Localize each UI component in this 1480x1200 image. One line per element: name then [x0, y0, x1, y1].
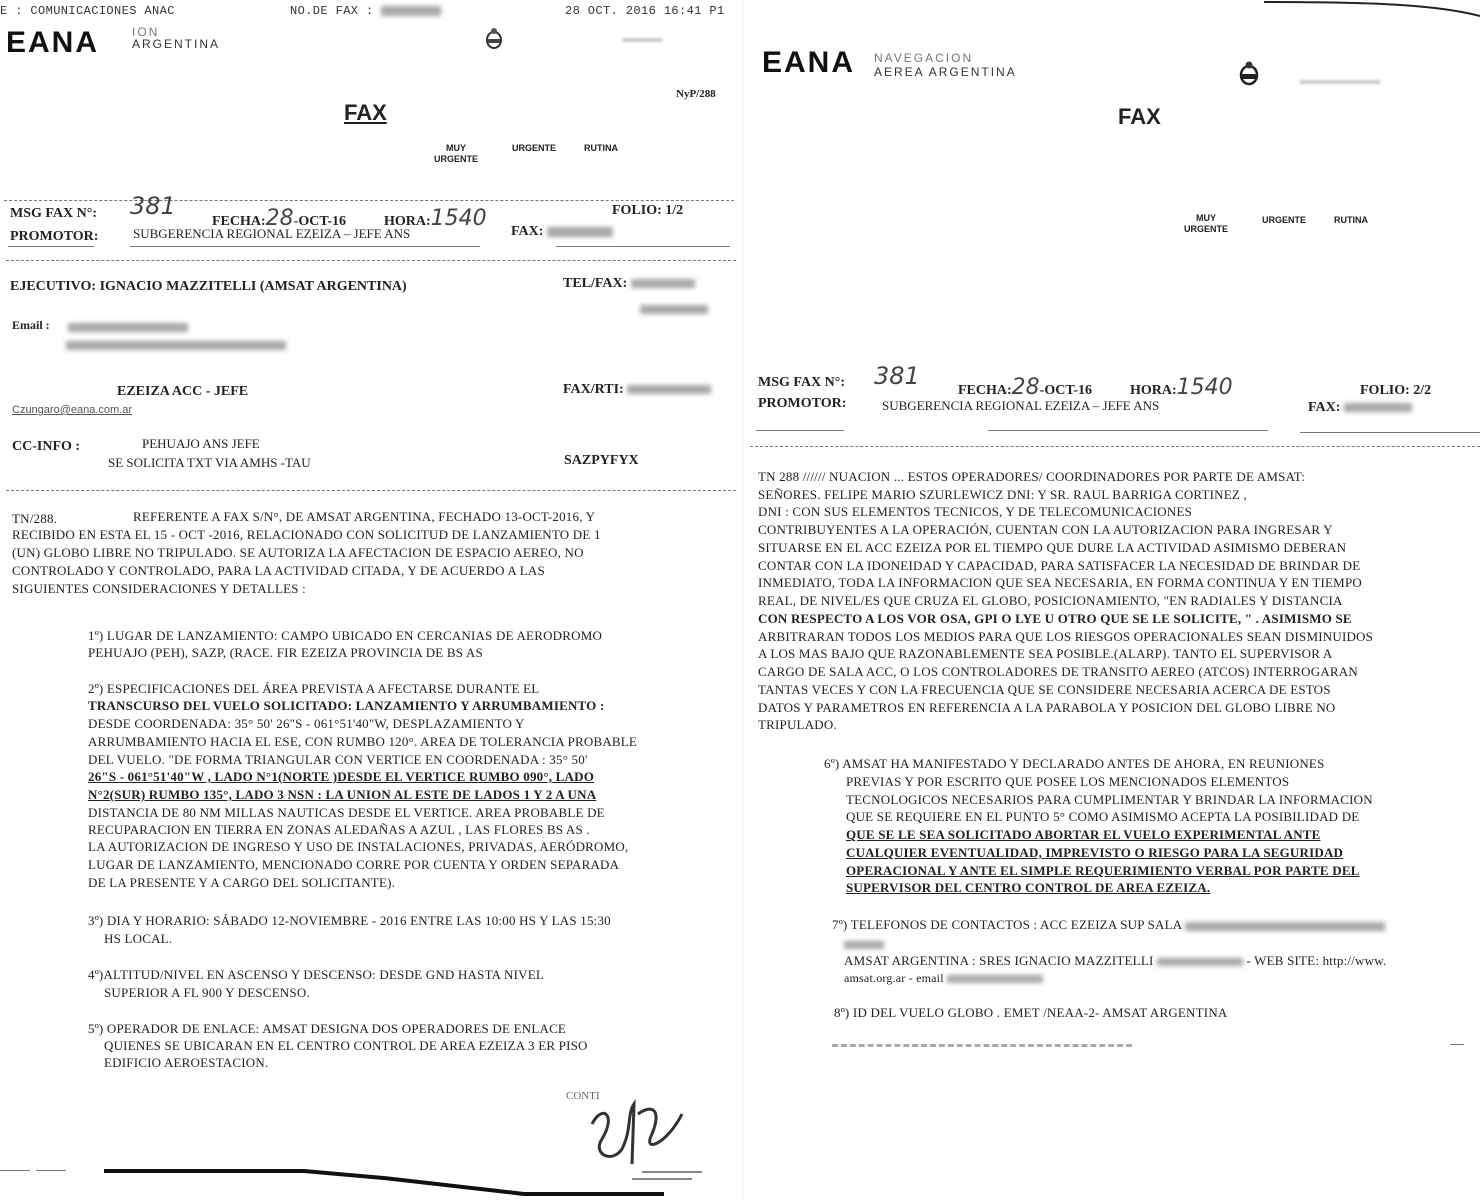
hora-field: HORA:1540: [384, 206, 487, 231]
promotor-value: SUBGERENCIA REGIONAL EZEIZA – JEFE ANS: [882, 398, 1160, 413]
continuation-line-2: SEÑORES. FELIPE MARIO SZURLEWICZ DNI: Y SR. RAUL BARRIGA CORTINEZ ,: [758, 487, 1247, 502]
continuation-line-13: TANTAS VECES Y CON LA FRECUENCIA QUE SE CONSIDERE NECESARIA ACERCA DE ESTOS: [758, 682, 1331, 697]
eana-logo: EANA: [762, 46, 856, 79]
item-2-line-10: LA AUTORIZACION DE INGRESO Y USO DE INSTALACIONES, PRIVADAS, AERÓDROMO,: [88, 839, 629, 854]
priority-urgente: URGENTE: [1262, 215, 1307, 225]
item-6-line-8: SUPERVISOR DEL CENTRO CONTROL DE AREA EZEIZA.: [846, 880, 1211, 895]
continuation-line-1: TN 288 ////// NUACION ... ESTOS OPERADORES/ COORDINADORES POR PARTE DE AMSAT:: [758, 469, 1306, 484]
tel-fax-field: TEL/FAX:: [563, 276, 695, 292]
intro-line-5: SIGUIENTES CONSIDERACIONES Y DETALLES :: [12, 581, 306, 596]
fax-page-2: [744, 0, 1480, 1200]
continuation-line-15: TRIPULADO.: [758, 717, 837, 732]
intro-line-1: REFERENTE A FAX S/N°, DE AMSAT ARGENTINA, FECHADO 13-OCT-2016, Y: [133, 509, 596, 524]
hora-field: HORA:1540: [1130, 375, 1233, 400]
item-6-line-3: TECNOLOGICOS NECESARIOS PARA CUMPLIMENTAR Y BRINDAR LA INFORMACION: [846, 792, 1373, 807]
ministry-text-faint: [622, 38, 662, 42]
intro-line-3: (UN) GLOBO LIBRE NO TRIPULADO. SE AUTORIZA LA AFECTACION DE ESPACIO AEREO, NO: [12, 545, 584, 560]
msg-fax-number-handwritten: 381: [874, 362, 920, 390]
email-redacted-2: [66, 336, 286, 354]
fax-title: FAX: [344, 100, 387, 125]
item-5-line-2: QUIENES SE UBICARAN EN EL CENTRO CONTROL DE AREA EZEIZA 3 ER PISO: [104, 1038, 588, 1053]
folio-field: FOLIO: 1/2: [612, 203, 684, 218]
item-7-line-3: amsat.org.ar - email: [844, 970, 1043, 988]
fax-transmission-header-date: 28 OCT. 2016 16:41 P1: [565, 4, 725, 18]
item-2-line-6: 26"S - 061°51'40"W , LADO N°1(NORTE )DESDE EL VERTICE RUMBO 090°, LADO: [88, 769, 595, 784]
fax-rti-field: FAX/RTI:: [563, 382, 711, 398]
tel-fax-redacted-2: [640, 300, 708, 318]
promotor-label: PROMOTOR:: [758, 396, 847, 411]
priority-urgente: URGENTE: [512, 143, 557, 153]
item-2-line-8: DISTANCIA DE 80 NM MILLAS NAUTICAS DESDE EL VERTICE. AREA PROBABLE DE: [88, 805, 605, 820]
priority-muy-urgente: MUY URGENTE: [1184, 213, 1229, 234]
item-6-line-6: CUALQUIER EVENTUALIDAD, IMPREVISTO O RIESGO PARA LA SEGURIDAD: [846, 845, 1344, 860]
continuation-line-3: DNI : CON SUS ELEMENTOS TECNICOS, Y DE TELECOMUNICACIONES: [758, 504, 1193, 519]
ministry-text-faint: [1300, 80, 1380, 84]
fax-number-field: FAX:: [511, 224, 613, 240]
continuation-line-11: A LOS MAS BAJO QUE RAZONABLEMENTE SEA POSIBLE.(ALARP). TANTO EL SUPERVISOR A: [758, 646, 1333, 661]
item-1-line-1: 1º) LUGAR DE LANZAMIENTO: CAMPO UBICADO EN CERCANIAS DE AERODROMO: [88, 628, 603, 643]
continuation-line-10: ARBITRARAN TODOS LOS MEDIOS PARA QUE LOS RIESGOS OPERACIONALES SEAN DISMINUIDOS: [758, 629, 1374, 644]
item-6-line-4: QUE SE REQUIERE EN EL PUNTO 5° COMO ASIMISMO ACEPTA LA POSIBILIDAD DE: [846, 809, 1360, 824]
intro-line-4: CONTROLADO Y CONTROLADO, PARA LA ACTIVIDAD CITADA, Y DE ACUERDO A LAS: [12, 563, 545, 578]
item-2-line-5: DEL VUELO. "DE FORMA TRIANGULAR CON VERTICE EN COORDENADA : 35° 50': [88, 752, 588, 767]
item-2-line-2: TRANSCURSO DEL VUELO SOLICITADO: LANZAMIENTO Y ARRUMBAMIENTO :: [88, 698, 605, 713]
eana-logo-subtitle-1: NAVEGACION: [874, 51, 974, 65]
fecha-field: FECHA:28-OCT-16: [212, 206, 347, 231]
msg-fax-label: MSG FAX N°:: [10, 206, 97, 221]
item-2-line-12: DE LA PRESENTE Y A CARGO DEL SOLICITANTE).: [88, 875, 396, 890]
msg-fax-label: MSG FAX N°:: [758, 375, 845, 390]
eana-logo-subtitle-1: ION: [132, 25, 160, 39]
item-6-line-5: QUE SE LE SEA SOLICITADO ABORTAR EL VUELO EXPERIMENTAL ANTE: [846, 827, 1321, 842]
promotor-value: SUBGERENCIA REGIONAL EZEIZA – JEFE ANS: [133, 226, 411, 241]
item-3-line-2: HS LOCAL.: [104, 931, 173, 946]
priority-muy-urgente: MUY URGENTE: [434, 143, 479, 164]
item-8-line: 8º) ID DEL VUELO GLOBO . EMET /NEAA-2- AMSAT ARGENTINA: [834, 1005, 1228, 1020]
item-6-line-2: PREVIAS Y POR ESCRITO QUE POSEE LOS MENCIONADOS ELEMENTOS: [846, 774, 1290, 789]
continuation-line-5: SITUARSE EN EL ACC EZEIZA POR EL TIEMPO QUE DURE LA ACTIVIDAD ASIMISMO DEBERAN: [758, 540, 1347, 555]
fecha-field: FECHA:28-OCT-16: [958, 375, 1093, 400]
continuation-line-4: CONTRIBUYENTES A LA OPERACIÓN, CUENTAN CON LA AUTORIZACION PARA INGRESAR Y: [758, 522, 1333, 537]
item-6-line-7: OPERACIONAL Y ANTE EL SIMPLE REQUERIMIENTO VERBAL POR PARTE DEL: [846, 863, 1360, 878]
item-2-line-3: DESDE COORDENADA: 35° 50' 26"S - 061°51'40"W, DESPLAZAMIENTO Y: [88, 716, 525, 731]
signature-stamp-text: CONTI: [566, 1090, 600, 1102]
item-2-line-11: LUGAR DE LANZAMIENTO, MENCIONADO CORRE POR CUENTA Y ORDEN SEPARADA: [88, 857, 620, 872]
continuation-line-14: DATOS Y PARAMETROS EN REFERENCIA A LA PARABOLA Y POSICION DEL GLOBO LIBRE NO: [758, 700, 1336, 715]
ezeiza-acc-field: EZEIZA ACC - JEFE: [117, 384, 249, 399]
item-1-line-2: PEHUAJO (PEH), SAZP, (RACE. FIR EZEIZA PROVINCIA DE BS AS: [88, 645, 483, 660]
fax-title: FAX: [1118, 104, 1161, 129]
eana-logo: EANA: [6, 26, 100, 59]
folio-field: FOLIO: 2/2: [1360, 383, 1432, 398]
continuation-line-8: REAL, DE NIVEL/ES QUE CRUZA EL GLOBO, POSICIONAMIENTO, "EN RADIALES Y DISTANCIA: [758, 593, 1343, 608]
fax-transmission-header-number: NO.DE FAX :: [290, 4, 441, 18]
sazp-address: SAZPYFYX: [564, 453, 639, 468]
continuation-line-12: CARGO DE SALA ACC, O LOS CONTROLADORES DE TRANSITO AEREO (ATCOS) INTERROGARAN: [758, 664, 1358, 679]
coat-of-arms-icon: [1238, 60, 1260, 91]
ejecutivo-field: EJECUTIVO: IGNACIO MAZZITELLI (AMSAT ARGENTINA): [10, 279, 407, 294]
continuation-line-7: INMEDIATO, TODA LA INFORMACION QUE SEA NECESARIA, EN FORMA CONTINUA Y EN TIEMPO: [758, 575, 1362, 590]
item-3-line-1: 3º) DIA Y HORARIO: SÁBADO 12-NOVIEMBRE - 2016 ENTRE LAS 10:00 HS Y LAS 15:30: [88, 913, 611, 928]
promotor-label: PROMOTOR:: [10, 229, 99, 244]
cc-email-address: Czungaro@eana.com.ar: [12, 404, 133, 416]
item-7-line-2: AMSAT ARGENTINA : SRES IGNACIO MAZZITELLI - WEB SITE: http://www.: [844, 953, 1387, 968]
item-5-line-3: EDIFICIO AEROESTACION.: [104, 1055, 269, 1070]
tn-label: TN/288.: [12, 511, 58, 526]
item-2-line-1: 2º) ESPECIFICACIONES DEL ÁREA PREVISTA A AFECTARSE DURANTE EL: [88, 681, 540, 696]
eana-logo-subtitle-2: AEREA ARGENTINA: [874, 65, 1017, 79]
item-5-line-1: 5º) OPERADOR DE ENLACE: AMSAT DESIGNA DOS OPERADORES DE ENLACE: [88, 1021, 567, 1036]
email-label: Email :: [12, 318, 50, 332]
priority-rutina: RUTINA: [1334, 215, 1368, 225]
cc-info-line-1: PEHUAJO ANS JEFE: [142, 436, 260, 451]
priority-rutina: RUTINA: [584, 143, 618, 153]
item-7-line-1: 7º) TELEFONOS DE CONTACTOS : ACC EZEIZA SUP SALA: [832, 916, 1385, 934]
cc-info-label: CC-INFO :: [12, 439, 81, 454]
email-redacted-1: [68, 318, 188, 336]
eana-logo-subtitle-2: ARGENTINA: [132, 37, 221, 51]
intro-line-2: RECIBIDO EN ESTA EL 15 - OCT -2016, RELACIONADO CON SOLICITUD DE LANZAMIENTO DE 1: [12, 527, 601, 542]
nyp-reference: NyP/288: [676, 88, 716, 100]
item-6-line-1: 6º) AMSAT HA MANIFESTADO Y DECLARADO ANTES DE AHORA, EN REUNIONES: [824, 756, 1325, 771]
msg-fax-number-handwritten: 381: [130, 192, 176, 220]
cc-info-line-2: SE SOLICITA TXT VIA AMHS -TAU: [108, 455, 311, 470]
item-4-line-1: 4º)ALTITUD/NIVEL EN ASCENSO Y DESCENSO: DESDE GND HASTA NIVEL: [88, 967, 544, 982]
continuation-line-9: CON RESPECTO A LOS VOR OSA, GPI O LYE U OTRO QUE SE LE SOLICITE, " . ASIMISMO SE: [758, 611, 1352, 626]
item-2-line-7: N°2(SUR) RUMBO 135°, LADO 3 NSN : LA UNION AL ESTE DE LADOS 1 Y 2 A UNA: [88, 787, 597, 802]
item-2-line-9: RECUPARACION EN TIERRA EN ZONAS ALEDAÑAS A AZUL , LAS FLORES BS AS .: [88, 822, 590, 837]
fax-number-field: FAX:: [1308, 400, 1412, 416]
item-4-line-2: SUPERIOR A FL 900 Y DESCENSO.: [104, 985, 310, 1000]
item-2-line-4: ARRUMBAMIENTO HACIA EL ESE, CON RUMBO 120°. AREA DE TOLERANCIA PROBABLE: [88, 734, 638, 749]
coat-of-arms-icon: [484, 26, 504, 55]
page-corner-curve: [1264, 0, 1480, 25]
fax-transmission-header-left: E : COMUNICACIONES ANAC: [0, 4, 175, 18]
page-bottom-edge: [104, 1168, 664, 1172]
continuation-line-6: CONTAR CON LA IDONEIDAD Y CAPACIDAD, PARA SATISFACER LA NECESIDAD DE BRINDAR DE: [758, 558, 1361, 573]
